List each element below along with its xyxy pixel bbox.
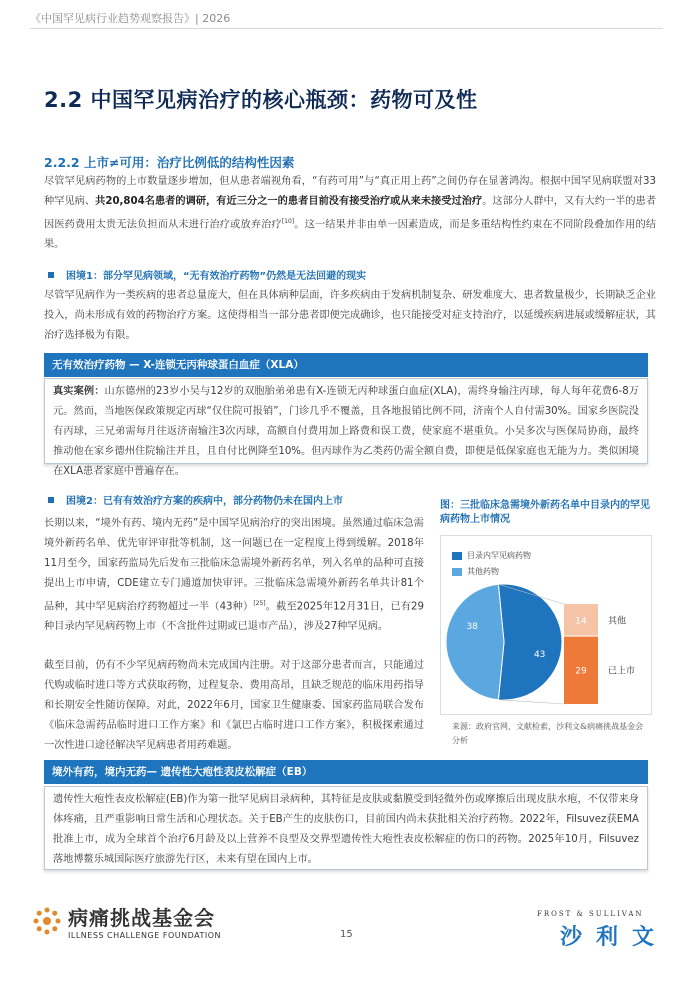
legend-item-catalog: 目录内罕见病药物 (452, 550, 531, 561)
frost-sullivan-en: FROST & SULLIVAN (537, 910, 644, 918)
pie-label-catalog: 43 (533, 649, 546, 660)
intro-paragraph: 尽管罕见病药物的上市数量逐步增加，但从患者端视角看，“有药可用”与“真正用上药”之间仍存在显著鸿沟。根据中国罕见病联盟对33种罕见病、共20,804名患者的调研，有近三分之一的患者目前没有接受治疗或从来未接受过治疗。这部分人群中，又有大约一半的患者因医药费用太贵无法负担而从未进行治疗或放弃治疗[10]。这一结果并非由单一因素造成，而是多重结构性约束在不同阶段叠加作用的结果。 (44, 176, 657, 251)
dilemma2-paragraph-2: 截至目前，仍有不少罕见病药物尚未完成国内注册。对于这部分患者而言，只能通过代购或临时进口等方式获取药物，过程复杂、费用高昂，且缺乏规范的临床用药指导和长期安全性随访保障。对此，2022年6月，国家卫生健康委、国家药监局联合发布《临床急需药品临时进口工作方案》和《氯巴占临时进口工作方案》，积极探索通过一次性进口途径解决罕见病患者用药难题。 (44, 660, 424, 751)
chart-title: 图：三批临床急需境外新药名单中目录内的罕见病药物上市情况 (440, 500, 650, 525)
breakdown-value-listed: 29 (575, 666, 587, 677)
section-heading: 2.2.2 上市≠可用：治疗比例低的结构性因素 (44, 155, 295, 170)
breakdown-connector (498, 700, 564, 704)
case1-header: 无有效治疗药物 — X-连锁无丙种球蛋白血症（XLA） (44, 353, 648, 377)
page-number: 15 (340, 929, 353, 940)
chart-source: 来源：政府官网，文献检索，沙利文&病痛挑战基金会分析 (452, 722, 644, 745)
case1-body: 真实案例：山东德州的23岁小吴与12岁的双胞胎弟弟患有X-连锁无丙种球蛋白血症(XLA)，需终身输注丙球，每人每年花费6-8万元。然而，当地医保政策规定丙球“仅住院可报销”，门诊几乎不覆盖，且各地报销比例不同，济南个人自付需30%。国家乡医院没有丙球，三兄弟需每月往返济南输注3次丙球，高额自付费用加上路费和误工费，使家庭不堪重负。小吴多次与医保局协商，最终推动他在家乡德州住院输注并且，且自付比例降至10%。但丙球作为乙类药仍需全额自费，即便是低保家庭也无能为力。类似困境在XLA患者家庭中普遍存在。 (44, 378, 648, 464)
legend-swatch (452, 552, 462, 560)
frost-sullivan-cn: 沙利文 (560, 925, 669, 950)
case1-label: 真实案例： (53, 386, 105, 397)
foundation-logo (32, 902, 221, 940)
intro-bold-text: 共20,804名患者的调研，有近三分之一的患者目前没有接受治疗或从来未接受过治疗 (95, 196, 483, 207)
legend-item-other: 其他药物 (452, 566, 499, 577)
breakdown-label-other: 其他 (608, 616, 627, 627)
citation-10: [10] (281, 218, 295, 225)
header-divider (30, 28, 663, 29)
dilemma1-bullet: 困境1：部分罕见病领域，“无有效治疗药物”仍然是无法回避的现实 (44, 267, 366, 282)
legend-swatch (452, 568, 462, 576)
bullet-square-icon (48, 272, 54, 278)
foundation-name-cn: 病痛挑战基金会 (68, 906, 215, 930)
breakdown-label-listed: 已上市 (608, 666, 636, 677)
case2-header: 境外有药，境内无药— 遗传性大疱性表皮松解症（EB） (44, 760, 648, 784)
pie-label-other: 38 (466, 621, 478, 632)
citation-25: [25] (253, 600, 266, 607)
bullet-square-icon (48, 497, 54, 503)
pie-chart (440, 580, 652, 710)
page-title: 2.2 中国罕见病治疗的核心瓶颈：药物可及性 (44, 88, 478, 112)
foundation-name-en: ILLNESS CHALLENGE FOUNDATION (68, 931, 221, 940)
foundation-emblem-icon (32, 906, 62, 936)
dilemma2-paragraph-1: 长期以来，“境外有药、境内无药”是中国罕见病治疗的突出困境。虽然通过临床急需境外新药名单、优先审评审批等机制，这一问题已在一定程度上得到缓解。2018年11月至今，国家药监局先后发布三批临床急需境外新药名单，列入名单的品种可直接提出上市申请，CDE建立专门通道加快审评。三批临床急需境外新药名单共计81个品种，其中罕见病治疗药物超过一半（43种）[25]。截至2025年12月31日，已有29种目录内罕见病药物上市（不含批件过期或已退市产品），涉及27种罕见病。 (44, 518, 424, 633)
dilemma2-bullet: 困境2：已有有效治疗方案的疾病中，部分药物仍未在国内上市 (44, 492, 343, 507)
breakdown-value-other: 14 (575, 616, 587, 627)
case2-body: 遗传性大疱性表皮松解症(EB)作为第一批罕见病目录病种，其特征是皮肤或黏膜受到轻微外伤或摩擦后出现皮肤水疱，不仅带来身体疼痛，且严重影响日常生活和心理状态。关于EB产生的皮肤伤口，目前国内尚未获批相关治疗药物。2022年，Filsuvez获EMA批准上市，成为全球首个治疗6月龄及以上营养不良型及交界型遗传性大疱性表皮松解症的伤口的药物。2025年10月，Filsuvez 落地博鳌乐城国际医疗旅游先行区，未来有望在国内上市。 (44, 786, 648, 870)
pie-slice-other-drugs (446, 584, 504, 699)
pie-slice-catalog-drugs (498, 584, 562, 700)
dilemma1-paragraph: 尽管罕见病作为一类疾病的患者总量庞大，但在具体病种层面，许多疾病由于发病机制复杂、研发难度大、患者数量极少，长期缺乏企业投入，尚未形成有效的药物治疗方案。这使得相当一部分患者即便完成确诊，也只能接受对症支持治疗，以延缓疾病进展或缓解症状，其治疗选择极为有限。 (44, 290, 656, 341)
report-header: 《中国罕见病行业趋势观察报告》| 2026 (30, 12, 231, 25)
